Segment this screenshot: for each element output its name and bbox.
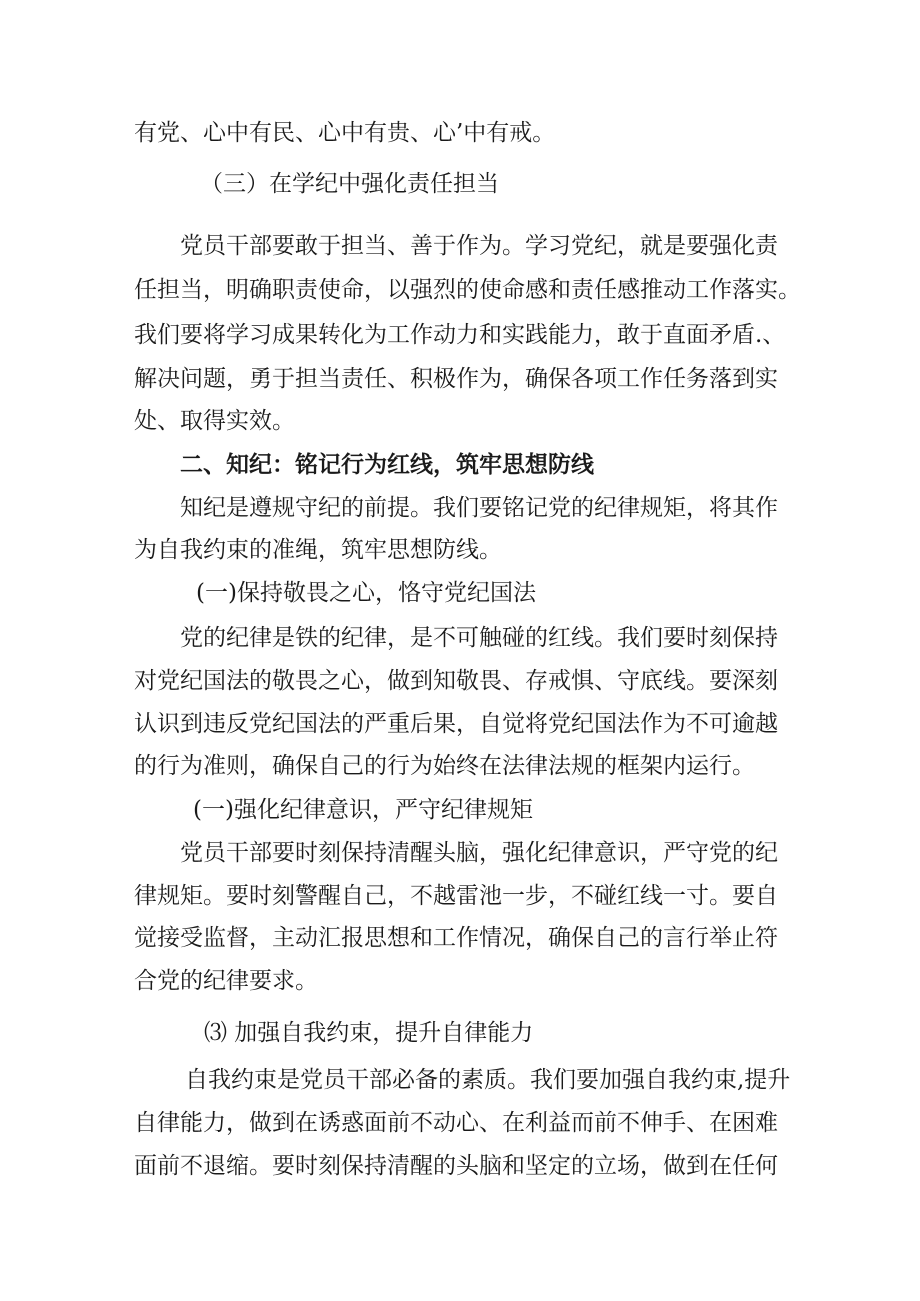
paragraph-line: 解决问题，勇于担当责任、积极作为，确保各项工作任务落到实 bbox=[134, 366, 778, 392]
subheading-2: (一)强化纪律意识，严守纪律规矩 bbox=[193, 797, 533, 823]
paragraph-line: 我们要将学习成果转化为工作动力和实践能力，敢于直面矛盾.、 bbox=[134, 322, 786, 348]
subheading-3b: ⑶ 加强自我约束，提升自律能力 bbox=[204, 1020, 534, 1046]
section-heading: 二、知纪：铭记行为红线，筑牢思想防线 bbox=[180, 451, 594, 478]
paragraph-line: 任担当，明确职责使命，以强烈的使命感和责任感推动工作落实。 bbox=[134, 277, 801, 303]
paragraph-line: 自律能力，做到在诱惑面前不动心、在利益而前不伸手、在困难 bbox=[134, 1110, 778, 1136]
paragraph-line: 面前不退缩。要时刻保持清醒的头脑和坚定的立场，做到在任何 bbox=[134, 1153, 778, 1179]
paragraph-line: 党的纪律是铁的纪律，是不可触碰的红线。我们要时刻保持 bbox=[180, 625, 778, 651]
paragraph-line: 自我约束是党员干部必备的素质。我们要加强自我约束,提升 bbox=[185, 1067, 791, 1093]
paragraph-line: 认识到违反党纪国法的严重后果，自觉将党纪国法作为不可逾越 bbox=[134, 711, 778, 737]
paragraph-line: 对党纪国法的敬畏之心，做到知敬畏、存戒惧、守底线。要深刻 bbox=[134, 668, 778, 694]
paragraph-line: 合党的纪律要求。 bbox=[134, 968, 318, 994]
paragraph-line: 党员干部要敢于担当、善于作为。学习党纪，就是要强化责 bbox=[180, 233, 778, 259]
paragraph-line: 有党、心中有民、心中有贵、心’中有戒。 bbox=[134, 120, 556, 146]
subheading-1: (一)保持敬畏之心，恪守党纪国法 bbox=[196, 580, 536, 606]
paragraph-line: 觉接受监督，主动汇报思想和工作情况，确保自己的言行举止符 bbox=[134, 925, 778, 951]
paragraph-line: 处、取得实效。 bbox=[134, 408, 295, 434]
paragraph-line: 的行为准则，确保自己的行为始终在法律法规的框架内运行。 bbox=[134, 753, 755, 779]
paragraph-line: 为自我约束的准绳，筑牢思想防线。 bbox=[134, 537, 502, 563]
paragraph-line: 知纪是遵规守纪的前提。我们要铭记党的纪律规矩，将其作 bbox=[180, 495, 778, 521]
paragraph-line: 律规矩。要时刻警醒自己，不越雷池一步，不碰红线一寸。要自 bbox=[134, 883, 778, 909]
paragraph-line: 党员干部要时刻保持清醒头脑，强化纪律意识，严守党的纪 bbox=[180, 840, 778, 866]
subheading-3: （三）在学纪中强化责任担当 bbox=[200, 171, 499, 197]
